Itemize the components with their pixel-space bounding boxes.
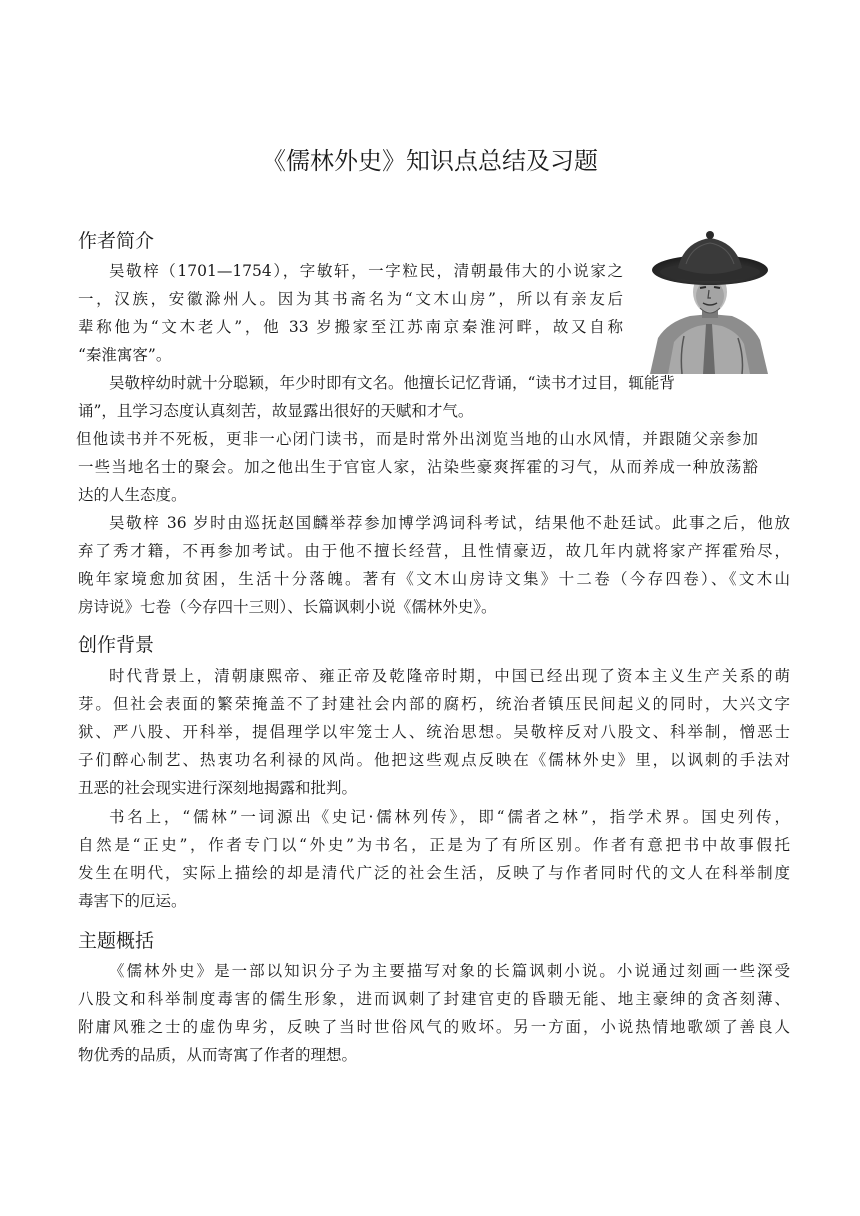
text-line: 毒害下的厄运。 <box>78 892 187 910</box>
text-line: 吴敬梓（1701—1754），字敏轩，一字粒民，清朝最伟大的小说家之 <box>109 262 623 280</box>
text-line: 诵”，且学习态度认真刻苦，故显露出很好的天赋和才气。 <box>78 402 474 420</box>
text-line: 书名上，“儒林”一词源出《史记·儒林列传》，即“儒者之林”，指学术界。国史列传， <box>109 808 790 826</box>
section-heading-theme: 主题概括 <box>78 930 155 952</box>
text-line: 芽。但社会表面的繁荣掩盖不了封建社会内部的腐朽，统治者镇压民间起义的同时，大兴文字 <box>78 695 790 713</box>
text-line: 物优秀的品质，从而寄寓了作者的理想。 <box>78 1046 358 1064</box>
text-line: 子们醉心制艺、热衷功名利禄的风尚。他把这些观点反映在《儒林外史》里，以讽刺的手法对 <box>78 751 790 769</box>
text-line: 丑恶的社会现实进行深刻地揭露和批判。 <box>78 779 358 797</box>
text-line: 吴敬梓 36 岁时由巡抚赵国麟举荐参加博学鸿词科考试，结果他不赴廷试。此事之后，他放 <box>109 514 790 532</box>
author-portrait-image <box>640 226 780 374</box>
text-line: “秦淮寓客”。 <box>78 346 172 364</box>
text-line: 狱、严八股、开科举，提倡理学以牢笼士人、统治思想。吴敬梓反对八股文、科举制，憎恶士 <box>78 723 790 741</box>
text-line: 一，汉族，安徽滁州人。因为其书斋名为“文木山房”，所以有亲友后 <box>78 290 623 308</box>
text-line: 但他读书并不死板，更非一心闭门读书，而是时常外出浏览当地的山水风情，并跟随父亲参加 <box>76 430 758 448</box>
section-heading-background: 创作背景 <box>78 634 155 656</box>
author-portrait <box>640 226 780 374</box>
text-line: 辈称他为“文木老人”，他 33 岁搬家至江苏南京秦淮河畔，故又自称 <box>78 318 623 336</box>
section-heading-author: 作者简介 <box>78 230 155 252</box>
author-intro-paragraph-1 <box>78 257 623 369</box>
text-line: 时代背景上，清朝康熙帝、雍正帝及乾隆帝时期，中国已经出现了资本主义生产关系的萌 <box>109 667 790 685</box>
text-line: 《儒林外史》是一部以知识分子为主要描写对象的长篇讽刺小说。小说通过刻画一些深受 <box>109 962 790 980</box>
text-line: 发生在明代，实际上描绘的却是清代广泛的社会生活，反映了与作者同时代的文人在科举制度 <box>78 864 790 882</box>
theme-paragraph-1 <box>78 957 790 1069</box>
text-line: 达的人生态度。 <box>78 486 187 504</box>
background-paragraph-1 <box>78 662 790 802</box>
text-line: 一些当地名士的聚会。加之他出生于官宦人家，沾染些豪爽挥霍的习气，从而养成一种放荡豁 <box>78 458 758 476</box>
text-line: 自然是“正史”，作者专门以“外史”为书名，正是为了有所区别。作者有意把书中故事假托 <box>78 836 790 854</box>
background-paragraph-2 <box>78 803 790 915</box>
author-intro-paragraph-2 <box>78 369 758 509</box>
author-intro-paragraph-3 <box>78 509 790 621</box>
text-line: 房诗说》七卷（今存四十三则）、长篇讽刺小说《儒林外史》。 <box>78 598 497 616</box>
text-line: 晚年家境愈加贫困，生活十分落魄。著有《文木山房诗文集》十二卷（今存四卷）、《文木山 <box>78 570 790 588</box>
text-line: 八股文和科举制度毒害的儒生形象，进而讽刺了封建官吏的昏聩无能、地主豪绅的贪吝刻薄、 <box>78 990 790 1008</box>
text-line: 吴敬梓幼时就十分聪颖，年少时即有文名。他擅长记忆背诵，“读书才过目，辄能背 <box>109 374 675 392</box>
text-line: 弃了秀才籍，不再参加考试。由于他不擅长经营，且性情豪迈，故几年内就将家产挥霍殆尽， <box>78 542 790 560</box>
text-line: 附庸风雅之士的虚伪卑劣，反映了当时世俗风气的败坏。另一方面，小说热情地歌颂了善良人 <box>78 1018 790 1036</box>
page-title: 《儒林外史》知识点总结及习题 <box>262 147 598 175</box>
